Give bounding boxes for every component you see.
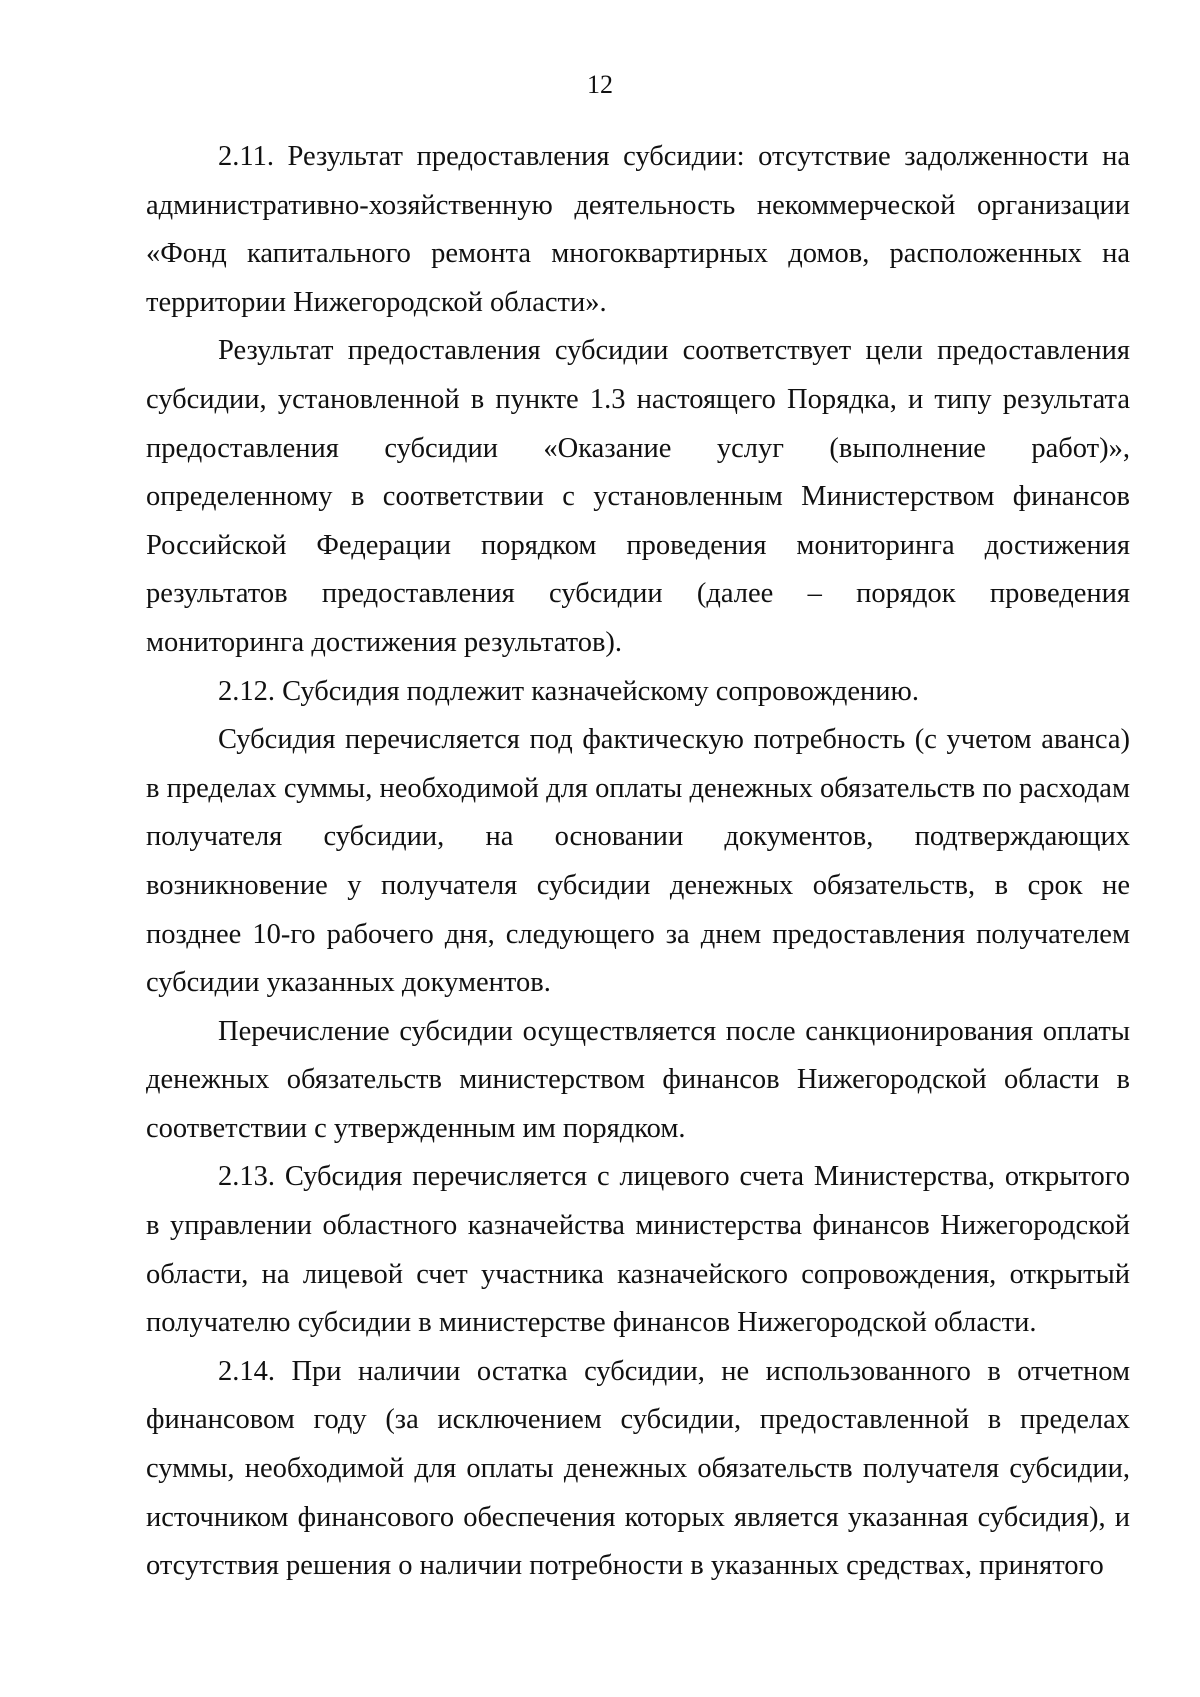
paragraph-2-12: 2.12. Субсидия подлежит казначейскому сопровождению. — [218, 675, 919, 707]
paragraph-2-13: 2.13. Субсидия перечисляется с лицевого счета Министерства, открытого в управлении областного казначейства министерства финансов Нижегородской области, на лицевой счет участника казначейского сопровождения, открытый получателю субсидии в министерстве финансов Нижегородской области. — [146, 1161, 1130, 1339]
page-number: 12 — [587, 70, 613, 99]
paragraph-2-14: 2.14. При наличии остатка субсидии, не использованного в отчетном финансовом году (за исключением субсидии, предоставленной в пределах суммы, необходимой для оплаты денежных обязательств получателя субсидии, источником финансового обеспечения которых является указанная субсидия), и отсутствия решения о наличии потребности в указанных средствах, принятого — [146, 1355, 1130, 1582]
paragraph-sanctioning: Перечисление субсидии осуществляется после санкционирования оплаты денежных обязательств министерством финансов Нижегородской области в соответствии с утвержденным им порядком. — [146, 1015, 1130, 1144]
paragraph-transfer-conditions: Субсидия перечисляется под фактическую потребность (с учетом аванса) в пределах суммы, необходимой для оплаты денежных обязательств по расходам получателя субсидии, на основании документов, подтверждающих возникновение у получателя субсидии денежных обязательств, в срок не позднее 10-го рабочего дня, следующего за днем предоставления получателем субсидии указанных документов. — [146, 724, 1130, 999]
paragraph-result-correspondence: Результат предоставления субсидии соответствует цели предоставления субсидии, установленной в пункте 1.3 настоящего Порядка, и типу результата предоставления субсидии «Оказание услуг (выполнение работ)», определенному в соответствии с установленным Министерством финансов Российской Федерации порядком проведения мониторинга достижения результатов предоставления субсидии (далее – порядок проведения мониторинга достижения результатов). — [146, 335, 1130, 658]
paragraph-2-11: 2.11. Результат предоставления субсидии: отсутствие задолженности на административно-хозяйственную деятельность некоммерческой организации «Фонд капитального ремонта многоквартирных домов, расположенных на территории Нижегородской области». — [146, 141, 1130, 318]
document-body — [146, 133, 1130, 1591]
